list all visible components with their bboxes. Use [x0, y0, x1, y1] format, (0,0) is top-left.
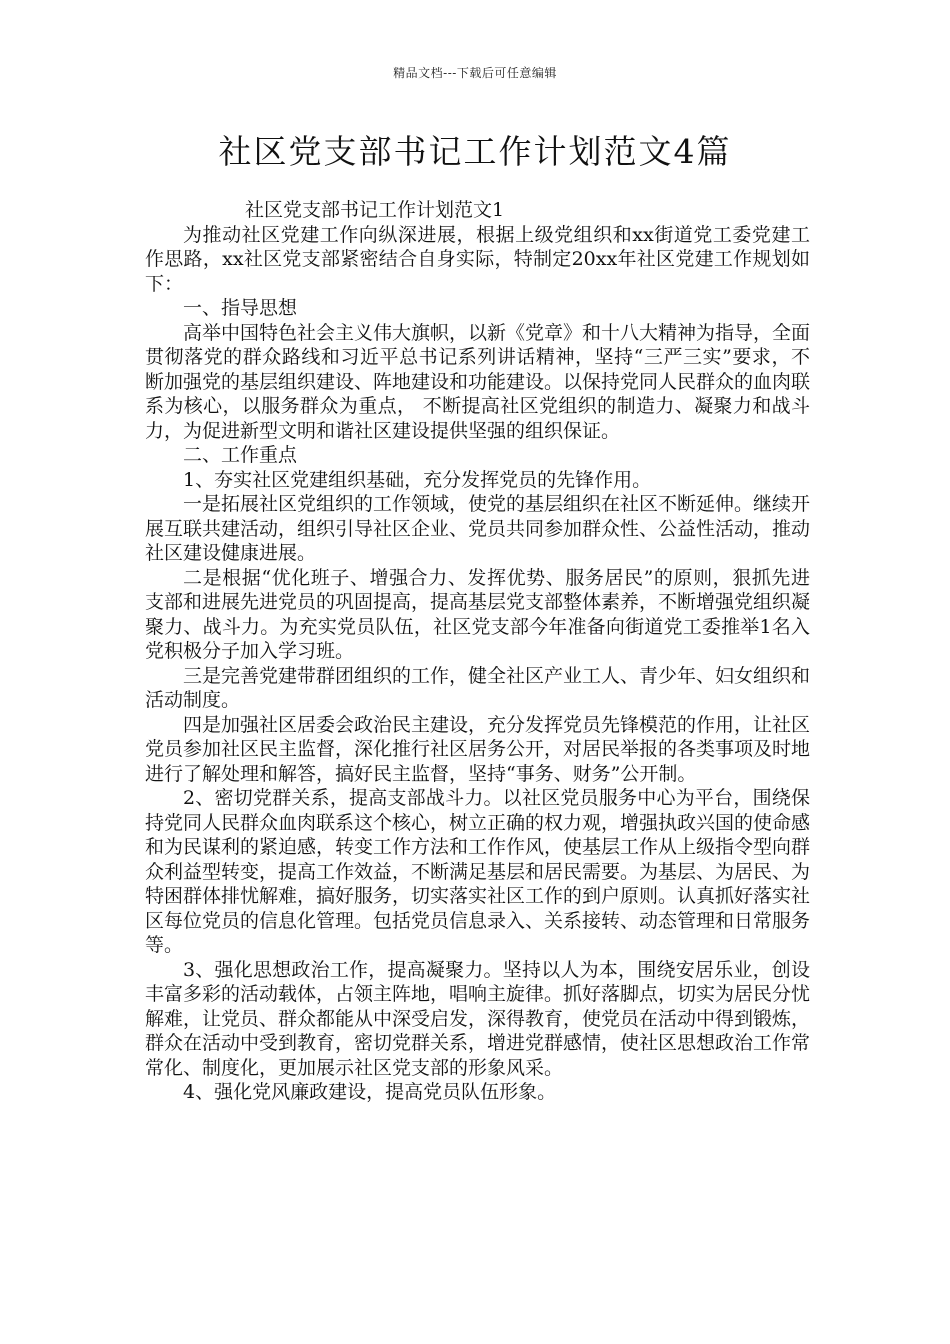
heading-guiding-ideology: 一、指导思想 — [183, 297, 298, 319]
section-subtitle: 社区党支部书记工作计划范文1 — [245, 199, 505, 221]
paragraph-item-4: 4、强化党风廉政建设，提高党员队伍形象。 — [183, 1081, 557, 1103]
document-body — [145, 198, 810, 1105]
paragraph-guiding-ideology: 高举中国特色社会主义伟大旗帜，以新《党章》和十八大精神为指导，全面贯彻落党的群众路线和习近平总书记系列讲话精神，坚持“三严三实”要求，不断加强党的基层组织建设、阵地建设和功能建设。以保持党同人民群众的血肉联系为核心，以服务群众为重点， 不断提高社区党组织的制造力、凝聚力和战斗力，为促进新型文明和谐社区建设提供坚强的组织保证。 — [145, 321, 811, 442]
paragraph-item-1c: 三是完善党建带群团组织的工作，健全社区产业工人、青少年、妇女组织和活动制度。 — [145, 664, 811, 711]
document-title: 社区党支部书记工作计划范文4篇 — [218, 132, 732, 171]
paragraph-item-3: 3、强化思想政治工作，提高凝聚力。坚持以人为本，围绕安居乐业，创设丰富多彩的活动载体，占领主阵地，唱响主旋律。抓好落脚点，切实为居民分忧解难，让党员、群众都能从中深受启发，深得教育，使党员在活动中得到锻炼，群众在活动中受到教育，密切党群关系，增进党群感情，使社区思想政治工作常常化、制度化，更加展示社区党支部的形象风采。 — [145, 958, 811, 1079]
paragraph-intro: 为推动社区党建工作向纵深进展，根据上级党组织和xx街道党工委党建工作思路，xx社区党支部紧密结合自身实际，特制定20xx年社区党建工作规划如下： — [145, 223, 810, 295]
paragraph-item-1d: 四是加强社区居委会政治民主建设，充分发挥党员先锋模范的作用，让社区党员参加社区民主监督，深化推行社区居务公开，对居民举报的各类事项及时地进行了解处理和解答，搞好民主监督，坚持“事务、财务”公开制。 — [145, 713, 811, 785]
heading-work-focus: 二、工作重点 — [183, 444, 298, 466]
paragraph-item-2: 2、密切党群关系，提高支部战斗力。以社区党员服务中心为平台，围绕保持党同人民群众血肉联系这个核心，树立正确的权力观，增强执政兴国的使命感和为民谋利的紧迫感，转变工作方法和工作作风，使基层工作从上级指令型向群众利益型转变，提高工作效益，不断满足基层和居民需要。为基层、为居民、为特困群体排忧解难，搞好服务，切实落实社区工作的到户原则。认真抓好落实社区每位党员的信息化管理。包括党员信息录入、关系接转、动态管理和日常服务等。 — [145, 787, 811, 956]
header-note: 精品文档---下载后可任意编辑 — [393, 66, 557, 80]
paragraph-item-1: 1、夯实社区党建组织基础，充分发挥党员的先锋作用。 — [183, 468, 652, 491]
paragraph-item-1b: 二是根据“优化班子、增强合力、发挥优势、服务居民”的原则，狠抓先进支部和进展先进党员的巩固提高，提高基层党支部整体素养，不断增强党组织凝聚力、战斗力。为充实党员队伍，社区党支部今年准备向街道党工委推举1名入党积极分子加入学习班。 — [145, 566, 811, 662]
paragraph-item-1a: 一是拓展社区党组织的工作领域，使党的基层组织在社区不断延伸。继续开展互联共建活动，组织引导社区企业、党员共同参加群众性、公益性活动，推动社区建设健康进展。 — [145, 493, 811, 564]
